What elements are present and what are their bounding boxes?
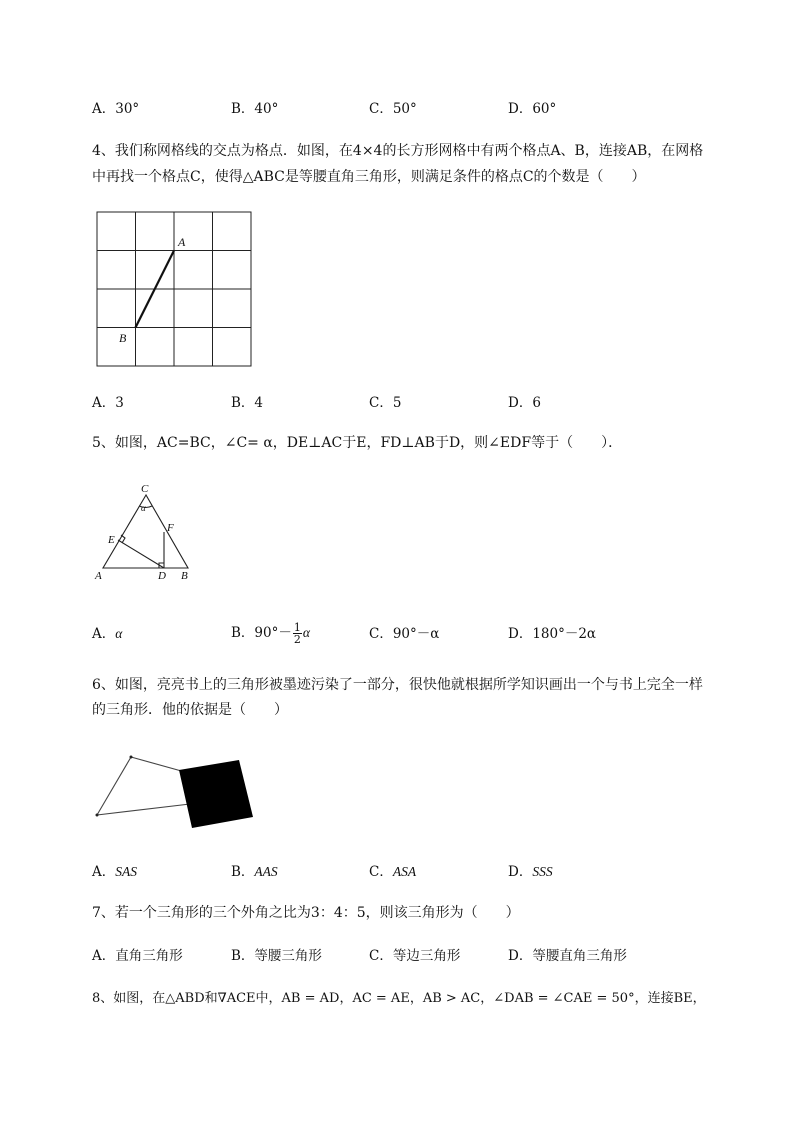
q4-option-d: D．6 <box>508 395 541 411</box>
label-alpha: α <box>141 503 146 513</box>
q7-option-c: C．等边三角形 <box>369 948 461 964</box>
q4-option-a: A．3 <box>92 395 124 411</box>
fraction-one-half: $\frac{1}{2}$ <box>293 621 301 646</box>
q4-stem-line1: 4、我们称网格线的交点为格点．如图，在4×4的长方形网格中有两个格点A、B，连接AB，在网格 <box>92 143 704 159</box>
q3-option-b: B．40° <box>231 101 279 117</box>
q8-stem: 8、如图，在△ABD和∇ACE中，AB = AD，AC = AE，AB > AC，∠DAB = ∠CAE = 50°，连接BE， <box>92 991 706 1006</box>
label-c: C <box>141 483 149 495</box>
label-d: D <box>158 570 166 582</box>
q3-option-a: A．30° <box>92 101 140 117</box>
label-b: B <box>181 570 188 582</box>
triangle-side-top <box>131 757 185 772</box>
q3-option-d: D．60° <box>508 101 557 117</box>
q7-option-d: D．等腰直角三角形 <box>508 948 627 964</box>
label-a: A <box>178 235 186 249</box>
q6-stem-line1: 6、如图，亮亮书上的三角形被墨迹污染了一部分，很快他就根据所学知识画出一个与书上完全一样 <box>92 677 703 693</box>
q6-option-c: C．ASA <box>369 864 417 880</box>
label-f: F <box>167 522 174 534</box>
q3-option-c: C．50° <box>369 101 417 117</box>
q5-option-c: C．90°－α <box>369 626 440 642</box>
q5-option-d: D．180°－2α <box>508 626 597 642</box>
q7-option-a: A．直角三角形 <box>92 948 183 964</box>
vertex-dot <box>130 756 133 759</box>
vertex-dot <box>96 814 99 817</box>
q4-option-c: C．5 <box>369 395 402 411</box>
q6-option-a: A．SAS <box>92 864 137 880</box>
q7-option-b: B．等腰三角形 <box>231 948 322 964</box>
q5-option-b: B．90°－ $\frac{1}{2}$ α <box>231 621 310 646</box>
q5-option-a: A．α <box>92 626 123 642</box>
label-a: A <box>95 570 102 582</box>
q4-option-b: B．4 <box>231 395 264 411</box>
label-e: E <box>108 534 115 546</box>
q6-stem-line2: 的三角形．他的依据是（ ） <box>92 702 288 718</box>
triangle-side-bottom <box>97 804 190 815</box>
ink-blot <box>179 760 253 828</box>
q7-stem: 7、若一个三角形的三个外角之比为3：4：5，则该三角形为（ ） <box>92 905 520 921</box>
q4-stem-line2: 中再找一个格点C，使得△ABC是等腰直角三角形，则满足条件的格点C的个数是（ ） <box>92 169 646 185</box>
label-b: B <box>119 331 127 345</box>
q5-stem: 5、如图，AC=BC，∠C= α，DE⊥AC于E，FD⊥AB于D，则∠EDF等于（ ）． <box>92 435 623 451</box>
q6-option-b: B．AAS <box>231 864 278 880</box>
triangle-side-left <box>97 757 131 815</box>
q6-option-d: D．SSS <box>508 864 553 880</box>
